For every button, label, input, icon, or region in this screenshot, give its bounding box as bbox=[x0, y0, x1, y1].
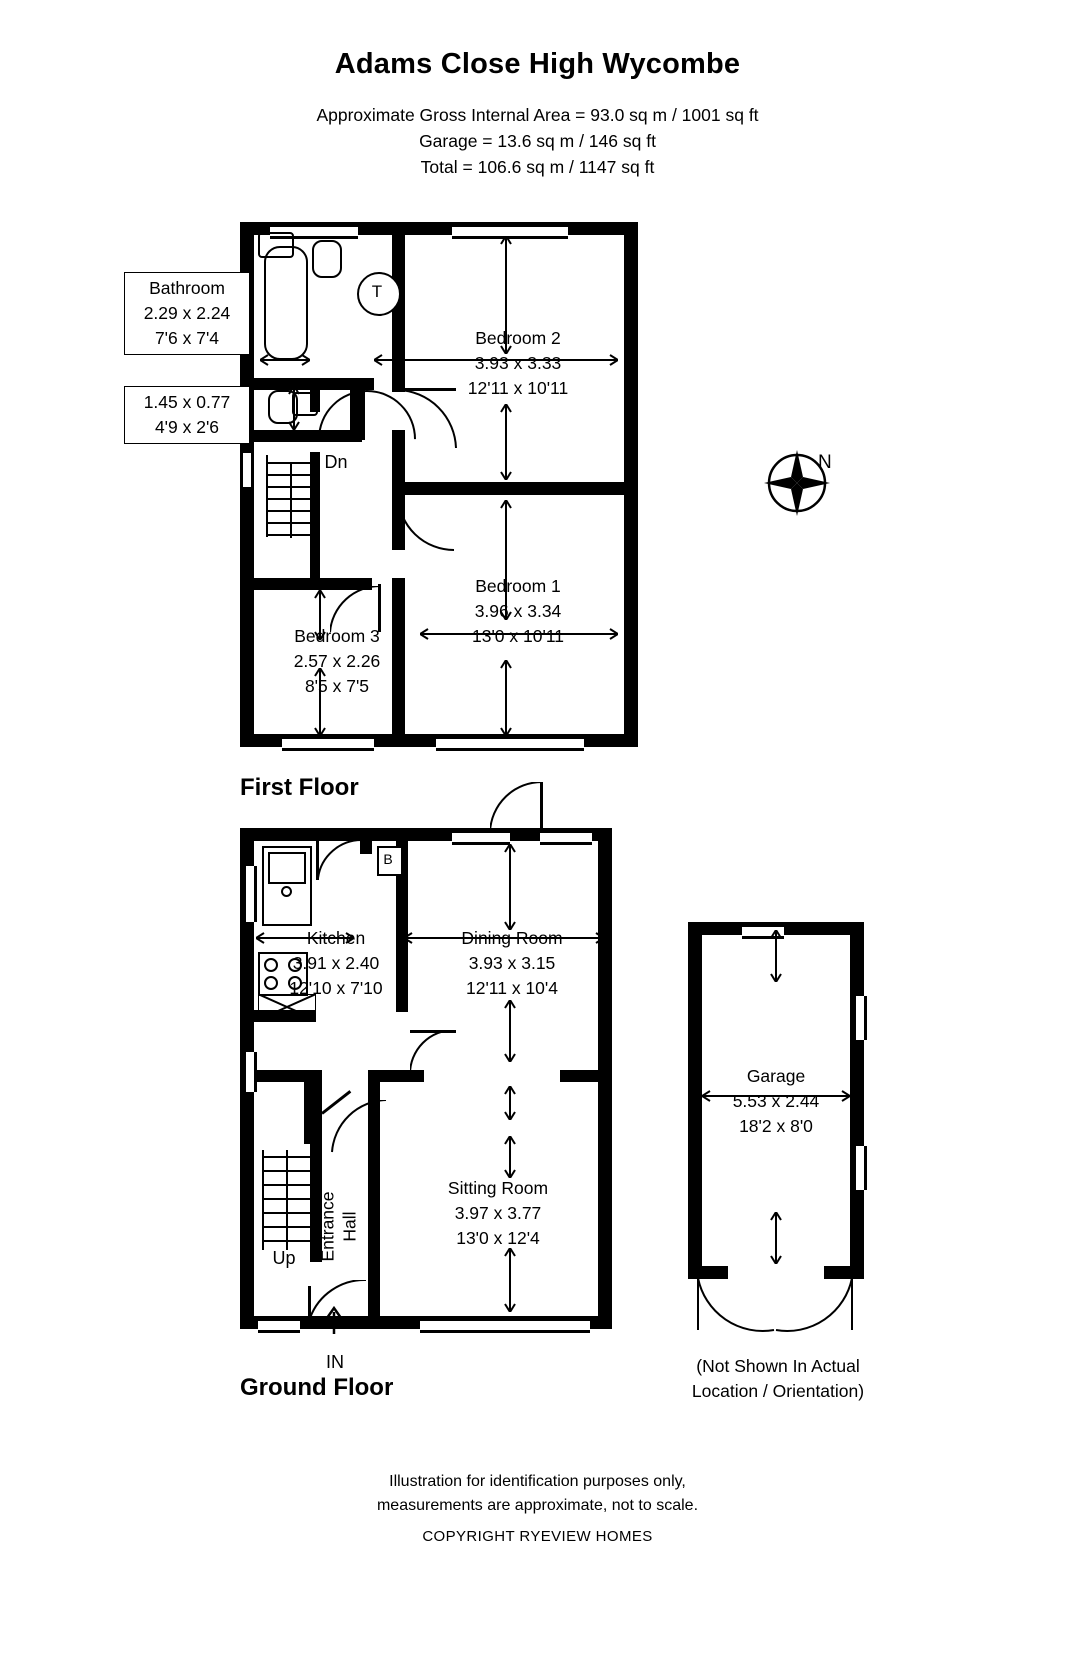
disclaimer-line-2: measurements are approximate, not to scale. bbox=[376, 1497, 699, 1514]
room-dining bbox=[422, 926, 602, 1001]
compass-north-label: N bbox=[818, 452, 832, 473]
room-name: Kitchen bbox=[306, 928, 366, 948]
room-metric: 5.53 x 2.44 bbox=[732, 1091, 820, 1111]
window bbox=[436, 736, 584, 751]
room-imperial: 7'6 x 7'4 bbox=[154, 328, 220, 348]
window bbox=[243, 866, 257, 922]
garage-note-line1: (Not Shown In Actual bbox=[696, 1356, 860, 1376]
garage-door-swing bbox=[696, 1278, 856, 1338]
page-title: Adams Close High Wycombe bbox=[334, 48, 741, 80]
window bbox=[258, 1318, 300, 1333]
garage-location-note bbox=[660, 1354, 896, 1404]
stairs-up-label: Up bbox=[272, 1248, 296, 1268]
room-name: Sitting Room bbox=[447, 1178, 549, 1198]
room-garage bbox=[700, 1064, 852, 1139]
window bbox=[420, 1318, 590, 1333]
entrance-hall-line2: Hall bbox=[339, 1211, 360, 1242]
copyright: COPYRIGHT RYEVIEW HOMES bbox=[422, 1528, 653, 1545]
room-name: Bedroom 1 bbox=[475, 576, 561, 596]
door-swing-bed1 bbox=[398, 496, 462, 554]
room-entrance-hall bbox=[316, 1170, 360, 1290]
window bbox=[282, 736, 374, 751]
room-metric: 2.57 x 2.26 bbox=[293, 651, 381, 671]
entrance-hall-line1: Entrance bbox=[317, 1191, 338, 1262]
room-name: Bathroom bbox=[149, 278, 225, 298]
room-name: Bedroom 2 bbox=[475, 328, 561, 348]
room-bathroom bbox=[124, 272, 250, 355]
room-metric: 3.96 x 3.34 bbox=[474, 601, 562, 621]
sink-icon bbox=[268, 852, 306, 884]
sink-tap-icon bbox=[281, 886, 292, 897]
room-metric: 3.93 x 3.15 bbox=[468, 953, 556, 973]
room-bedroom-2 bbox=[420, 326, 616, 401]
room-imperial: 18'2 x 8'0 bbox=[739, 1116, 813, 1136]
garage-note-line2: Location / Orientation) bbox=[691, 1381, 865, 1401]
window bbox=[452, 830, 510, 845]
door-swing-dining bbox=[410, 1030, 458, 1074]
room-imperial: 13'0 x 10'11 bbox=[472, 626, 564, 646]
boiler-label: B bbox=[383, 851, 393, 867]
door-swing-hall bbox=[330, 1100, 388, 1154]
tank-label: T bbox=[371, 282, 383, 301]
ground-floor-label: Ground Floor bbox=[240, 1374, 394, 1401]
toilet-icon bbox=[312, 240, 342, 278]
room-name: Garage bbox=[746, 1066, 806, 1086]
total-area: Total = 106.6 sq m / 1147 sq ft bbox=[420, 157, 655, 177]
room-metric: 1.45 x 0.77 bbox=[143, 392, 231, 412]
window bbox=[853, 996, 867, 1040]
first-floor-label: First Floor bbox=[240, 774, 359, 801]
room-imperial: 4'9 x 2'6 bbox=[154, 417, 220, 437]
room-bedroom-1 bbox=[420, 574, 616, 649]
window bbox=[540, 830, 592, 845]
entrance-in-label: IN bbox=[326, 1352, 344, 1372]
stairs-down-label: Dn bbox=[324, 452, 348, 472]
room-kitchen bbox=[256, 926, 416, 1001]
disclaimer-line-1: Illustration for identification purposes only, bbox=[389, 1473, 686, 1490]
bathtub-icon bbox=[264, 246, 308, 360]
sink-icon bbox=[258, 232, 294, 258]
garage-area: Garage = 13.6 sq m / 146 sq ft bbox=[419, 131, 656, 151]
room-metric: 2.29 x 2.24 bbox=[143, 303, 231, 323]
room-imperial: 12'11 x 10'4 bbox=[466, 978, 558, 998]
entrance-arrow-icon bbox=[324, 1304, 344, 1334]
room-name: Bedroom 3 bbox=[294, 626, 380, 646]
window bbox=[853, 1146, 867, 1190]
room-imperial: 8'5 x 7'5 bbox=[304, 676, 370, 696]
room-wc bbox=[124, 386, 250, 444]
room-imperial: 12'10 x 7'10 bbox=[289, 978, 383, 998]
room-sitting bbox=[400, 1176, 596, 1251]
door-swing-kitchen bbox=[316, 840, 364, 880]
room-bedroom-3 bbox=[254, 624, 420, 699]
room-metric: 3.93 x 3.33 bbox=[474, 353, 562, 373]
gross-internal-area: Approximate Gross Internal Area = 93.0 sq m / 1001 sq ft bbox=[316, 105, 759, 125]
room-imperial: 12'11 x 10'11 bbox=[467, 378, 569, 398]
room-imperial: 13'0 x 12'4 bbox=[456, 1228, 540, 1248]
room-metric: 3.97 x 3.77 bbox=[454, 1203, 542, 1223]
room-name: Dining Room bbox=[461, 928, 563, 948]
room-metric: 3.91 x 2.40 bbox=[292, 953, 380, 973]
